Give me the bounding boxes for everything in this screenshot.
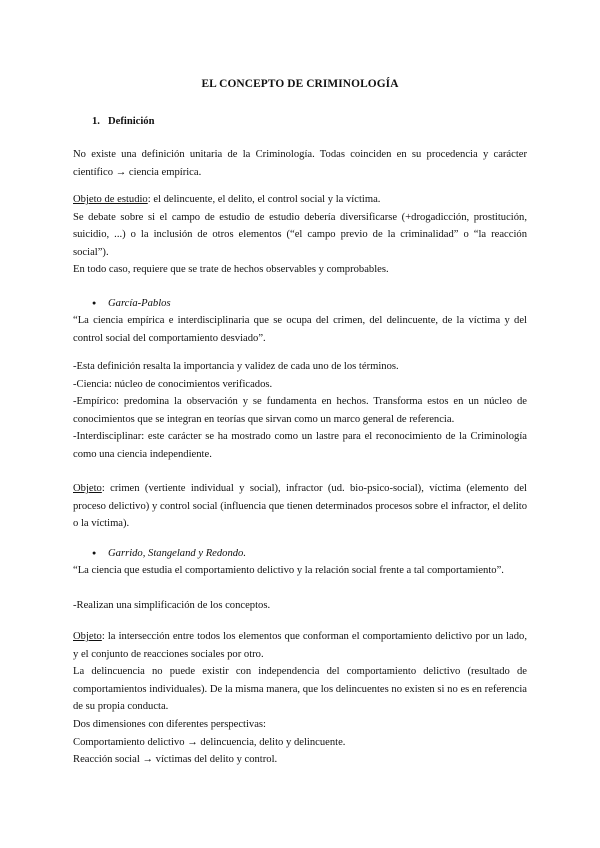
bullet-garcia-pablos <box>92 295 522 313</box>
objeto-text-1: : crimen (vertiente individual y social), infractor (ud. bio-psico-social), víctima (elemento del proceso delictivo) y control social (influencia que tienen determinados procesos sobre el infractor, el delito o la víctima). <box>73 483 527 530</box>
section-label: Definición <box>108 116 155 127</box>
bullet-garrido <box>92 545 522 563</box>
objeto-text-2: : la intersección entre todos los elementos que conforman el comportamiento delictivo por un lado, y el conjunto de reacciones sociales por otro. <box>73 631 527 660</box>
page-title: EL CONCEPTO DE CRIMINOLOGÍA <box>201 78 399 90</box>
objeto-estudio-label: Objeto de estudio <box>73 194 148 205</box>
quote-garrido <box>73 562 527 580</box>
objeto-block-1 <box>73 480 527 533</box>
bullet-dot-icon: ● <box>92 549 97 557</box>
quote-garcia-pablos <box>73 312 527 347</box>
hechos-paragraph: En todo caso, requiere que se trate de hechos observables y comprobables. <box>73 264 389 276</box>
note-item: -Empírico: predomina la observación y se fundamenta en hechos. Transforma estos en un núcleo de conocimientos que se integran en teorías que sirvan como un marco general de referencia. <box>73 396 527 425</box>
quote-garrido-text: “La ciencia que estudia el comportamiento delictivo y la relación social frente a tal comportamiento”. <box>73 565 504 576</box>
delincuencia-paragraph: La delincuencia no puede existir con independencia del comportamiento delictivo (resultado de comportamientos individuales). De la misma manera, que los delincuentes no existen si no es en referencia de su propia conducta. <box>73 666 527 713</box>
objeto-block-2 <box>73 628 527 769</box>
intro-paragraph <box>73 146 527 181</box>
intro-text: No existe una definición unitaria de la Criminología. Todas coinciden en su procedencia y carácter científico → ciencia empírica. <box>73 149 527 178</box>
section-heading <box>92 113 155 131</box>
simplificacion-paragraph <box>73 597 527 615</box>
objeto-estudio-block <box>73 191 527 279</box>
note-item: -Ciencia: núcleo de conocimientos verificados. <box>73 378 273 390</box>
objeto-label-1: Objeto <box>73 483 102 494</box>
quote-garcia-pablos-text: “La ciencia empírica e interdisciplinaria que se ocupa del crimen, del delincuente, de la víctima y del control social del comportamiento desviado”. <box>73 315 527 344</box>
objeto-estudio-line <box>73 191 527 209</box>
bullet-garrido-label: Garrido, Stangeland y Redondo. <box>108 548 246 559</box>
note-item: -Interdisciplinar: este carácter se ha mostrado como un lastre para el reconocimiento de la Criminología como una ciencia independiente. <box>73 431 527 460</box>
section-number: 1. <box>92 116 100 127</box>
bullet-garcia-pablos-label: García-Pablos <box>108 298 171 309</box>
note-item: -Esta definición resalta la importancia y validez de cada uno de los términos. <box>73 361 399 372</box>
comportamiento-line: Comportamiento delictivo → delincuencia, delito y delincuente. <box>73 736 346 748</box>
objeto-line-2 <box>73 628 527 663</box>
objeto-estudio-text: : el delincuente, el delito, el control social y la víctima. <box>147 194 381 205</box>
debate-paragraph: Se debate sobre si el campo de estudio de estudio debería diversificarse (+drogadicción, prostitución, suicidio, ...) o la inclusión de otros elementos (“el campo previo de la criminalidad” o “la reacción social”). <box>73 211 527 258</box>
bullet-dot-icon: ● <box>92 299 97 307</box>
dimensiones-line: Dos dimensiones con diferentes perspectivas: <box>73 718 266 730</box>
objeto-line-1 <box>73 480 527 533</box>
definition-notes <box>73 358 527 464</box>
reaccion-line: Reacción social → víctimas del delito y control. <box>73 754 278 766</box>
simplificacion-text: -Realizan una simplificación de los conceptos. <box>73 600 271 611</box>
objeto-label-2: Objeto <box>73 631 102 642</box>
